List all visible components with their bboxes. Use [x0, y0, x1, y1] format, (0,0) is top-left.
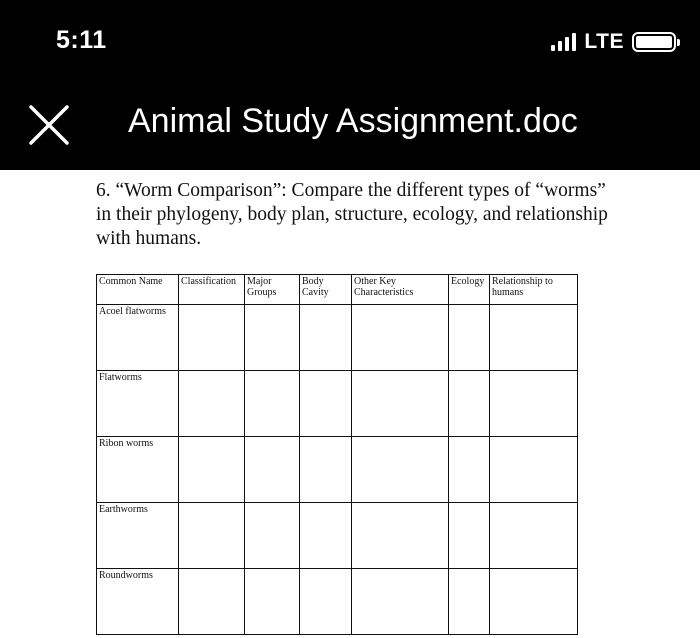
- table-cell: [245, 305, 300, 371]
- row-label: Roundworms: [97, 569, 179, 635]
- table-cell: [245, 437, 300, 503]
- table-cell: [300, 305, 352, 371]
- status-indicators: [551, 30, 676, 54]
- table-cell: [490, 437, 578, 503]
- row-label: Flatworms: [97, 371, 179, 437]
- document-title: Animal Study Assignment.doc: [128, 102, 578, 140]
- table-cell: [352, 437, 449, 503]
- table-row: [97, 569, 578, 635]
- table-cell: [490, 305, 578, 371]
- table-cell: [352, 503, 449, 569]
- status-time: 5:11: [56, 26, 107, 54]
- cellular-signal-icon: [551, 33, 576, 51]
- header-other-key-characteristics: Other Key Characteristics: [352, 275, 449, 305]
- table-cell: [245, 371, 300, 437]
- header-major-groups: Major Groups: [245, 275, 300, 305]
- table-cell: [245, 503, 300, 569]
- worm-comparison-table: [96, 274, 578, 635]
- table-row: [97, 305, 578, 371]
- table-cell: [245, 569, 300, 635]
- table-cell: [179, 437, 245, 503]
- row-label: Earthworms: [97, 503, 179, 569]
- top-bar: [0, 0, 700, 170]
- table-row: [97, 371, 578, 437]
- table-cell: [449, 503, 490, 569]
- question-text: 6. “Worm Comparison”: Compare the different types of “worms” in their phylogeny, body plan, structure, ecology, and relationship with humans.: [96, 180, 608, 249]
- table-row: [97, 503, 578, 569]
- close-icon: [28, 104, 70, 146]
- table-cell: [449, 305, 490, 371]
- table-cell: [300, 503, 352, 569]
- header-common-name: Common Name: [97, 275, 179, 305]
- table-cell: [352, 371, 449, 437]
- table-cell: [449, 569, 490, 635]
- header-ecology: Ecology: [449, 275, 490, 305]
- table-cell: [449, 437, 490, 503]
- table-cell: [179, 569, 245, 635]
- table-cell: [490, 503, 578, 569]
- table-cell: [490, 569, 578, 635]
- row-label: Acoel flatworms: [97, 305, 179, 371]
- network-type: LTE: [584, 30, 624, 53]
- header-relationship-to-humans: Relationship to humans: [490, 275, 578, 305]
- table-cell: [179, 305, 245, 371]
- header-body-cavity: Body Cavity: [300, 275, 352, 305]
- table-cell: [300, 371, 352, 437]
- table-cell: [300, 569, 352, 635]
- close-button[interactable]: [28, 104, 70, 146]
- table-cell: [449, 371, 490, 437]
- table-cell: [352, 569, 449, 635]
- header-classification: Classification: [179, 275, 245, 305]
- table-cell: [300, 437, 352, 503]
- table-row: [97, 437, 578, 503]
- table-header-row: [97, 275, 578, 305]
- table-cell: [352, 305, 449, 371]
- row-label: Ribon worms: [97, 437, 179, 503]
- table-cell: [179, 503, 245, 569]
- document-viewer[interactable]: [0, 170, 700, 638]
- table-cell: [490, 371, 578, 437]
- table-cell: [179, 371, 245, 437]
- battery-icon: [632, 32, 676, 52]
